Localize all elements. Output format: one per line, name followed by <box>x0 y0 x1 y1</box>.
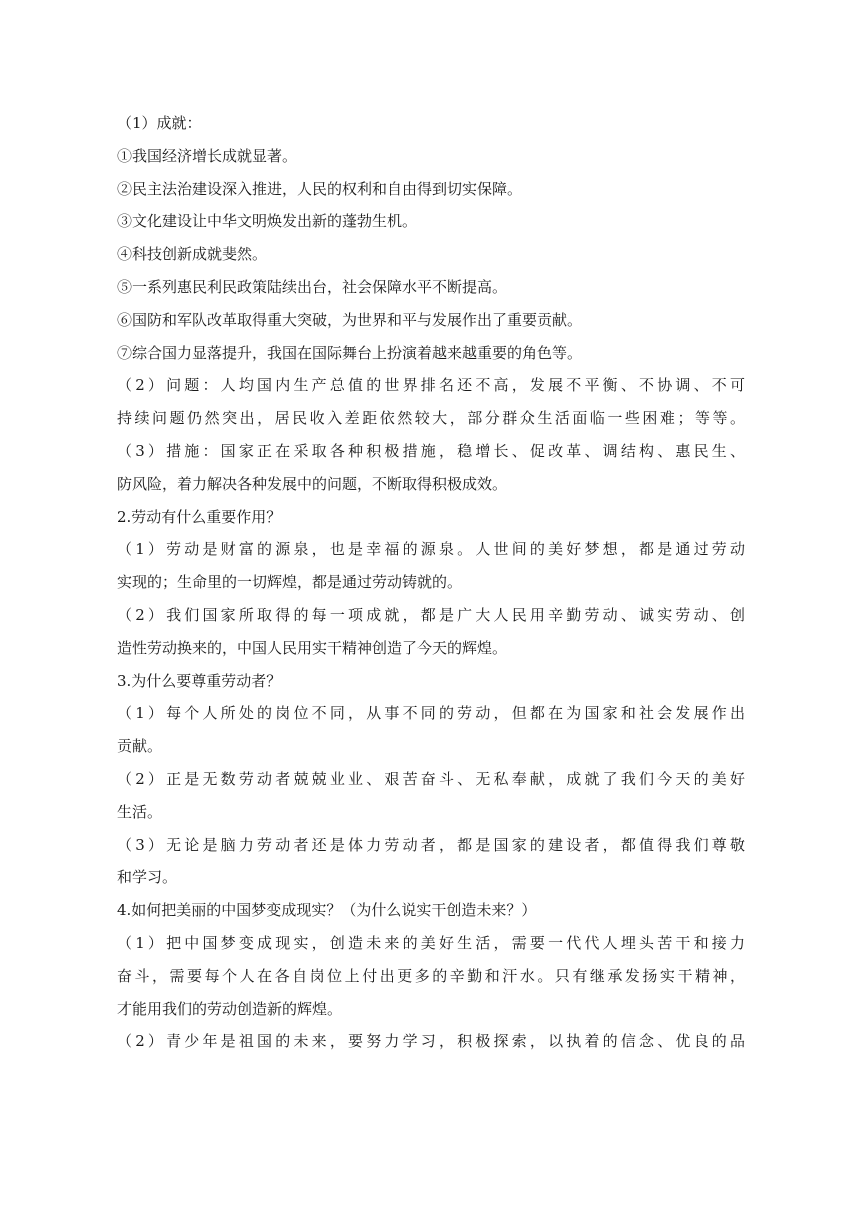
paragraph-line: （2）我们国家所取得的每一项成就，都是广大人民用辛勤劳动、诚实劳动、创 <box>117 605 745 624</box>
question-heading: 3.为什么要尊重劳动者？ <box>117 671 282 690</box>
paragraph-line: 生活。 <box>117 802 163 821</box>
paragraph-line: 贡献。 <box>117 737 163 756</box>
paragraph-line: 防风险，着力解决各种发展中的问题，不断取得积极成效。 <box>117 474 508 493</box>
paragraph-line: （1）把中国梦变成现实，创造未来的美好生活，需要一代代人埋头苦干和接力 <box>117 933 745 952</box>
question-heading: 4.如何把美丽的中国梦变成现实？（为什么说实干创造未来？） <box>117 901 537 920</box>
question-heading: 2.劳动有什么重要作用？ <box>117 507 282 526</box>
paragraph-line: 才能用我们的劳动创造新的辉煌。 <box>117 999 343 1018</box>
paragraph-line: （1）劳动是财富的源泉，也是幸福的源泉。人世间的美好梦想，都是通过劳动 <box>117 540 745 559</box>
subsection-achievements-heading: （1）成就： <box>117 114 202 132</box>
paragraph-line: 持续问题仍然突出，居民收入差距依然较大，部分群众生活面临一些困难；等等。 <box>117 409 745 428</box>
list-item: ①我国经济增长成就显著。 <box>117 146 298 165</box>
paragraph-line: （1）每个人所处的岗位不同，从事不同的劳动，但都在为国家和社会发展作出 <box>117 704 745 723</box>
document-body <box>117 107 745 1058</box>
list-item: ⑥国防和军队改革取得重大突破，为世界和平与发展作出了重要贡献。 <box>117 310 583 329</box>
paragraph-line: （2）问题：人均国内生产总值的世界排名还不高，发展不平衡、不协调、不可 <box>117 376 745 395</box>
paragraph-line: 实现的；生命里的一切辉煌，都是通过劳动铸就的。 <box>117 573 463 592</box>
list-item: ⑦综合国力显落提升，我国在国际舞台上扮演着越来越重要的角色等。 <box>117 343 583 362</box>
paragraph-line: （2）正是无数劳动者兢兢业业、艰苦奋斗、无私奉献，成就了我们今天的美好 <box>117 769 745 788</box>
list-item: ③文化建设让中华文明焕发出新的蓬勃生机。 <box>117 212 418 231</box>
paragraph-line: 和学习。 <box>117 868 178 887</box>
paragraph-line: （3）措施：国家正在采取各种积极措施，稳增长、促改革、调结构、惠民生、 <box>117 441 745 460</box>
list-item: ②民主法治建设深入推进，人民的权利和自由得到切实保障。 <box>117 179 523 198</box>
list-item: ⑤一系列惠民利民政策陆续出台，社会保障水平不断提高。 <box>117 277 508 296</box>
paragraph-line: 奋斗，需要每个人在各自岗位上付出更多的辛勤和汗水。只有继承发扬实干精神， <box>117 966 745 985</box>
list-item: ④科技创新成就斐然。 <box>117 245 268 264</box>
paragraph-line: （3）无论是脑力劳动者还是体力劳动者，都是国家的建设者，都值得我们尊敬 <box>117 835 745 854</box>
paragraph-line: 造性劳动换来的，中国人民用实干精神创造了今天的辉煌。 <box>117 638 508 657</box>
paragraph-line: （2）青少年是祖国的未来，要努力学习，积极探索，以执着的信念、优良的品 <box>117 1032 745 1051</box>
